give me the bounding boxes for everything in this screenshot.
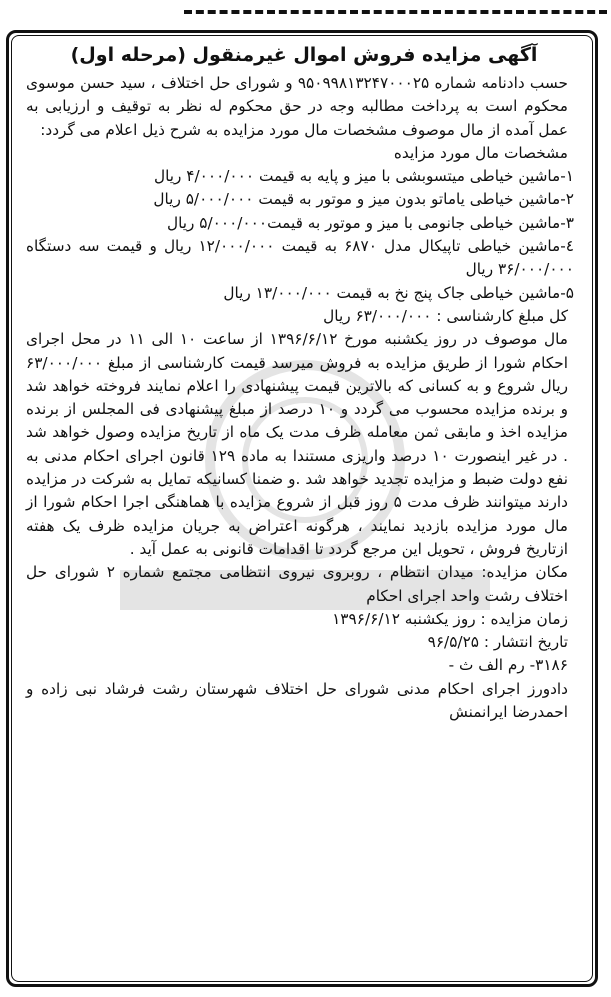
- signature: دادورز اجرای احکام مدنی شورای حل اختلاف شهرستان رشت فرشاد نبی زاده و احمدرضا ایرانمنش: [26, 679, 568, 722]
- notice-document: [26, 40, 582, 724]
- total-price: کل مبلغ کارشناسی : ۶۳/۰۰۰/۰۰۰ ریال: [323, 306, 568, 325]
- list-item: ۳-ماشین خیاطی جانومی با میز و موتور به قیمت۵/۰۰۰/۰۰۰ ریال: [166, 213, 574, 232]
- list-item: ۵-ماشین خیاطی جاک پنج نخ به قیمت ۱۳/۰۰۰/۰۰۰ ریال: [223, 283, 574, 302]
- top-dashed-separator: [184, 10, 607, 14]
- auction-location: مکان مزایده: میدان انتظام ، روبروی نیروی انتظامی مجتمع شماره ۲ شورای حل اختلاف رشت واحد اجرای احکام: [26, 563, 568, 605]
- intro-paragraph: حسب دادنامه شماره ۹۵۰۹۹۸۱۳۲۴۷۰۰۰۲۵ و شورای حل اختلاف ، سید حسن موسوی محکوم است به پرداخت مطالبه وجه در حق محکوم له نظر به توقیف و ارزیابی به عمل آمده از مال موصوف مشخصات مال مورد مزایده به شرح ذیل اعلام می گردد:: [26, 74, 568, 139]
- body-paragraph: مال موصوف در روز یکشنبه مورخ ۱۳۹۶/۶/۱۲ از ساعت ۱۰ الی ۱۱ در محل اجرای احکام شورا از طریق مزایده به فروش میرسد قیمت کارشناسی از مبلغ ۶۳/۰۰۰/۰۰۰ ریال شروع و به کسانی که بالاترین قیمت پیشنهادی را اعلام نمایند فروخته خواهد شد و برنده مزایده محسوب می گردد و ۱۰ درصد از مبلغ پیشنهادی فی المجلس از برنده مزایده اخذ و مابقی ثمن معامله ظرف مدت یک ماه از تاریخ مزایده وصول خواهد شد . در غیر اینصورت ۱۰ درصد واریزی مستندا به ماده ۱۲۹ قانون اجرای احکام مدنی به نفع دولت ضبط و مزایده تجدید خواهد شد .و ضمنا کسانیکه تمایل به شرکت در مزایده دارند میتوانند ظرف مدت ۵ روز قبل از شروع مزایده با هماهنگی اجرا احکام شورا از مال مورد مزایده بازدید نمایند ، هرگونه اعتراض به جریان مزایده ظرف یک هفته ازتاریخ فروش ، تحویل این مرجع گردد تا اقدامات قانونی به عمل آید .: [26, 330, 569, 558]
- list-item: ٤-ماشین خیاطی تاپیکال مدل ۶۸۷۰ به قیمت ۱۲/۰۰۰/۰۰۰ ریال و قیمت سه دستگاه ۳۶/۰۰۰/۰۰۰ ریال: [26, 237, 574, 279]
- auction-time: زمان مزایده : روز یکشنبه ۱۳۹۶/۶/۱۲: [332, 609, 568, 628]
- list-item: ۱-ماشین خیاطی میتسوبشی با میز و پایه به قیمت ۴/۰۰۰/۰۰۰ ریال: [153, 167, 574, 186]
- notice-title: آگهی مزایده فروش اموال غیرمنقول (مرحله اول): [70, 44, 538, 66]
- list-item: ۲-ماشین خیاطی یاماتو بدون میز و موتور به قیمت ۵/۰۰۰/۰۰۰ ریال: [153, 190, 574, 209]
- reference-number: ۳۱۸۶- رم الف ث -: [448, 656, 568, 675]
- publish-date: تاریخ انتشار : ۹۶/۵/۲۵: [427, 633, 568, 652]
- items-heading: مشخصات مال مورد مزایده: [393, 143, 568, 162]
- items-list: [26, 165, 582, 305]
